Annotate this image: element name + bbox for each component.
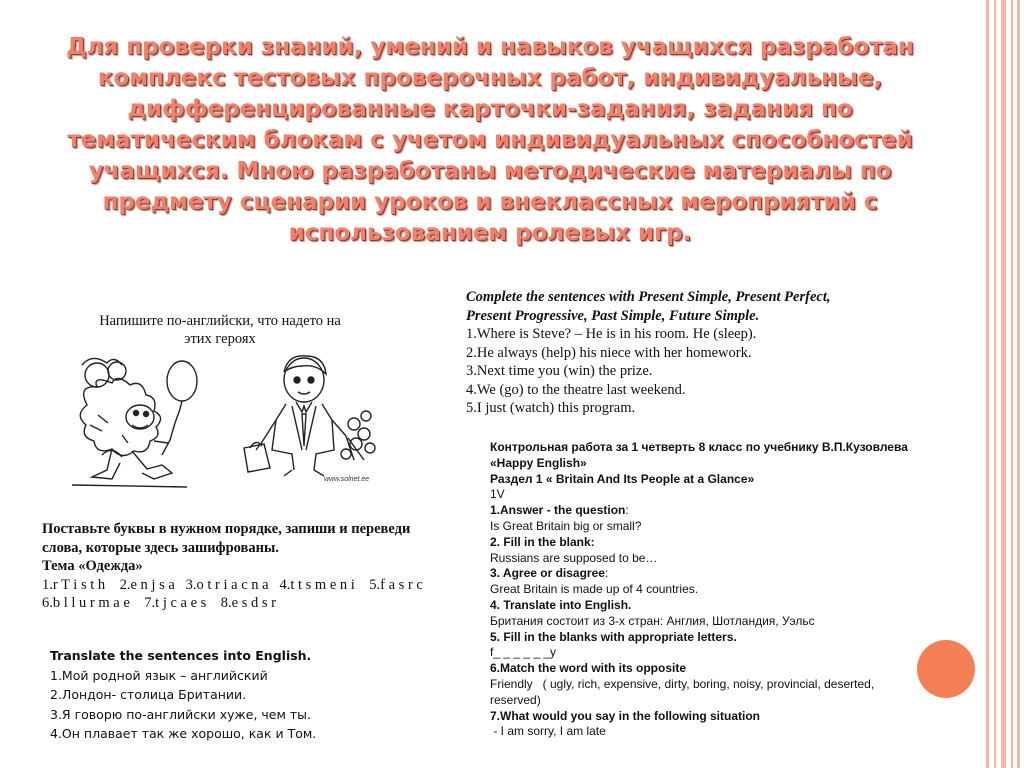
task-text: reserved) bbox=[490, 692, 541, 707]
task-text: Great Britain is made up of 4 countries. bbox=[490, 582, 699, 597]
translate-task-heading: Translate the sentences into English. bbox=[50, 648, 312, 663]
frame-line-2 bbox=[994, 0, 996, 768]
task-text: Friendly ( ugly, rich, expensive, dirty, boring, noisy, provincial, deserted, bbox=[490, 676, 875, 691]
translate-task bbox=[50, 646, 450, 744]
title-line: учащихся. Мною разработаны методические материалы по bbox=[88, 158, 892, 184]
title-line: использованием ролевых игр. bbox=[288, 220, 692, 246]
title-line: тематическим блокам с учетом индивидуальных способностей bbox=[67, 127, 913, 153]
letters-task-row: 1.r T i s t h 2.e n j s a 3.o t r i a c n a 4.t t s m e n i 5.f a s r c bbox=[42, 576, 423, 593]
title-line: комплекс тестовых проверочных работ, индивидуальные, bbox=[97, 65, 883, 91]
tenses-task-heading: Complete the sentences with Present Simple, Present Perfect, bbox=[466, 289, 831, 305]
tenses-task bbox=[466, 288, 946, 418]
tenses-item: 1.Where is Steve? – He is in his room. He (sleep). bbox=[466, 326, 757, 342]
title-line: предмету сценарии уроков и внеклассных мероприятий с bbox=[102, 189, 878, 215]
tenses-task-heading: Present Progressive, Past Simple, Future Simple. bbox=[466, 307, 760, 324]
task-label: 2. Fill in the blank: bbox=[490, 534, 595, 549]
test-header: Контрольная работа за 1 четверть 8 класс по учебнику В.П.Кузовлева bbox=[490, 440, 908, 454]
tenses-item: 5.I just (watch) this program. bbox=[466, 400, 636, 416]
frame-line-3 bbox=[1001, 0, 1006, 768]
test-variant: 1V bbox=[490, 487, 505, 502]
frame-line-4 bbox=[1011, 0, 1013, 768]
title-line: дифференцированные карточки-задания, задания по bbox=[127, 96, 853, 122]
translate-item: 2.Лондон- столица Британии. bbox=[50, 687, 247, 702]
hedgehog-illustration bbox=[62, 345, 202, 500]
test-paper bbox=[490, 440, 950, 740]
task-text: - I am sorry, I am late bbox=[490, 724, 606, 739]
task-text: Russians are supposed to be… bbox=[490, 550, 658, 565]
caption-line: Напишите по-английски, что надето на bbox=[99, 313, 341, 329]
task-label: 4. Translate into English. bbox=[490, 597, 632, 612]
letters-task bbox=[42, 520, 482, 613]
task-label: 1.Answer - the question bbox=[490, 503, 626, 518]
translate-item: 3.Я говорю по-английски хуже, чем ты. bbox=[50, 706, 312, 722]
task-text: f_ _ _ _ _ _y bbox=[490, 645, 557, 660]
translate-item: 4.Он плавает так же хорошо, как и Том. bbox=[50, 726, 317, 741]
image-watermark: www.solnet.ee bbox=[324, 476, 370, 483]
decorative-circle bbox=[917, 640, 975, 698]
clothes-task-caption bbox=[55, 312, 385, 348]
frame-line-5 bbox=[1017, 0, 1020, 768]
task-label: 3. Agree or disagree bbox=[490, 566, 605, 581]
tenses-item: 4.We (go) to the theatre last weekend. bbox=[466, 381, 686, 398]
task-label: 7.What would you say in the following situation bbox=[490, 708, 760, 723]
letters-task-row: 6.b l l u r m a e 7.t j c a e s 8.e s d s r bbox=[42, 595, 276, 611]
letters-task-line: слова, которые здесь зашифрованы. bbox=[42, 539, 279, 556]
task-colon: : bbox=[625, 503, 629, 518]
title-line: Для проверки знаний, умений и навыков учащихся разработан bbox=[66, 34, 914, 60]
frame-line-1 bbox=[986, 0, 989, 768]
tenses-item: 3.Next time you (win) the prize. bbox=[466, 363, 653, 379]
test-section: Раздел 1 « Britain And Its People at a Glance» bbox=[490, 471, 755, 486]
letters-task-theme: Тема «Одежда» bbox=[42, 558, 143, 574]
task-colon: : bbox=[604, 566, 609, 581]
tenses-item: 2.He always (help) his niece with her homework. bbox=[466, 344, 752, 361]
caption-line: этих героях bbox=[184, 331, 256, 347]
task-text: Британия состоит из 3-х стран: Англия, Шотландия, Уэльс bbox=[490, 613, 815, 628]
task-text: Is Great Britain big or small? bbox=[490, 518, 642, 533]
translate-item: 1.Мой родной язык – английский bbox=[50, 667, 268, 683]
boy-illustration bbox=[236, 350, 386, 480]
task-label: 6.Match the word with its opposite bbox=[490, 661, 687, 676]
task-label: 5. Fill in the blanks with appropriate letters. bbox=[490, 629, 737, 644]
slide-title bbox=[30, 32, 950, 249]
letters-task-line: Поставьте буквы в нужном порядке, запиши и переведи bbox=[42, 521, 411, 537]
test-header: «Happy English» bbox=[490, 455, 587, 470]
